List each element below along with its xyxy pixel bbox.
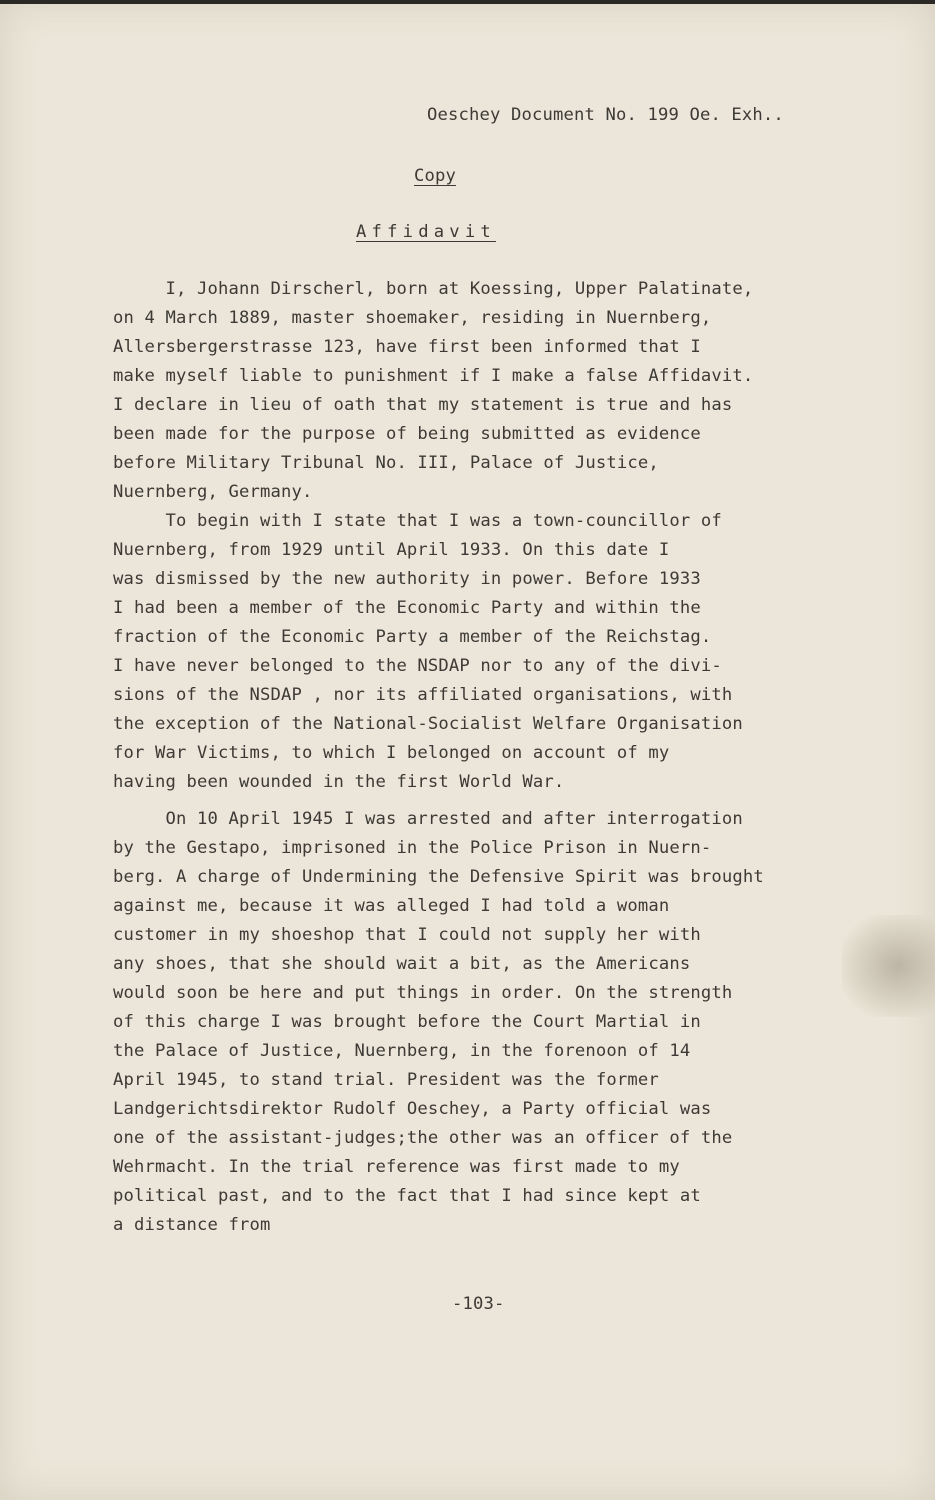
page-top-edge	[0, 0, 935, 4]
copy-label: Copy	[414, 166, 456, 186]
body-line: by the Gestapo, imprisoned in the Police Prison in Nuern-	[113, 838, 712, 858]
body-line: I have never belonged to the NSDAP nor to any of the divi-	[113, 656, 722, 676]
body-line: make myself liable to punishment if I make a false Affidavit.	[113, 366, 754, 386]
body-line: would soon be here and put things in order. On the strength	[113, 983, 733, 1003]
body-line: having been wounded in the first World War.	[113, 772, 565, 792]
paper-smudge	[842, 915, 935, 1017]
body-line: was dismissed by the new authority in power. Before 1933	[113, 569, 701, 589]
document-title: Affidavit	[356, 222, 496, 242]
body-line: been made for the purpose of being submitted as evidence	[113, 424, 701, 444]
body-line: April 1945, to stand trial. President was the former	[113, 1070, 659, 1090]
body-line: against me, because it was alleged I had told a woman	[113, 896, 670, 916]
document-header: Oeschey Document No. 199 Oe. Exh..	[427, 105, 784, 125]
body-line: Allersbergerstrasse 123, have first been informed that I	[113, 337, 701, 357]
body-line: customer in my shoeshop that I could not supply her with	[113, 925, 701, 945]
body-line: the exception of the National-Socialist Welfare Organisation	[113, 714, 743, 734]
body-line: I, Johann Dirscherl, born at Koessing, Upper Palatinate,	[113, 279, 754, 299]
body-line: any shoes, that she should wait a bit, as the Americans	[113, 954, 691, 974]
body-line: a distance from	[113, 1215, 271, 1235]
body-line: the Palace of Justice, Nuernberg, in the forenoon of 14	[113, 1041, 691, 1061]
body-line: on 4 March 1889, master shoemaker, residing in Nuernberg,	[113, 308, 712, 328]
body-line: Landgerichtsdirektor Rudolf Oeschey, a Party official was	[113, 1099, 712, 1119]
body-line: On 10 April 1945 I was arrested and after interrogation	[113, 809, 743, 829]
body-line: I had been a member of the Economic Party and within the	[113, 598, 701, 618]
body-line: Wehrmacht. In the trial reference was first made to my	[113, 1157, 680, 1177]
body-line: for War Victims, to which I belonged on account of my	[113, 743, 670, 763]
page-number: -103-	[452, 1294, 505, 1314]
body-line: berg. A charge of Undermining the Defensive Spirit was brought	[113, 867, 764, 887]
body-line: Nuernberg, from 1929 until April 1933. On this date I	[113, 540, 670, 560]
body-line: one of the assistant-judges;the other was an officer of the	[113, 1128, 733, 1148]
body-line: Nuernberg, Germany.	[113, 482, 313, 502]
body-line: fraction of the Economic Party a member of the Reichstag.	[113, 627, 712, 647]
body-line: sions of the NSDAP , nor its affiliated organisations, with	[113, 685, 733, 705]
body-line: of this charge I was brought before the Court Martial in	[113, 1012, 701, 1032]
body-line: I declare in lieu of oath that my statement is true and has	[113, 395, 733, 415]
body-line: To begin with I state that I was a town-councillor of	[113, 511, 722, 531]
body-line: before Military Tribunal No. III, Palace of Justice,	[113, 453, 659, 473]
body-line: political past, and to the fact that I had since kept at	[113, 1186, 701, 1206]
